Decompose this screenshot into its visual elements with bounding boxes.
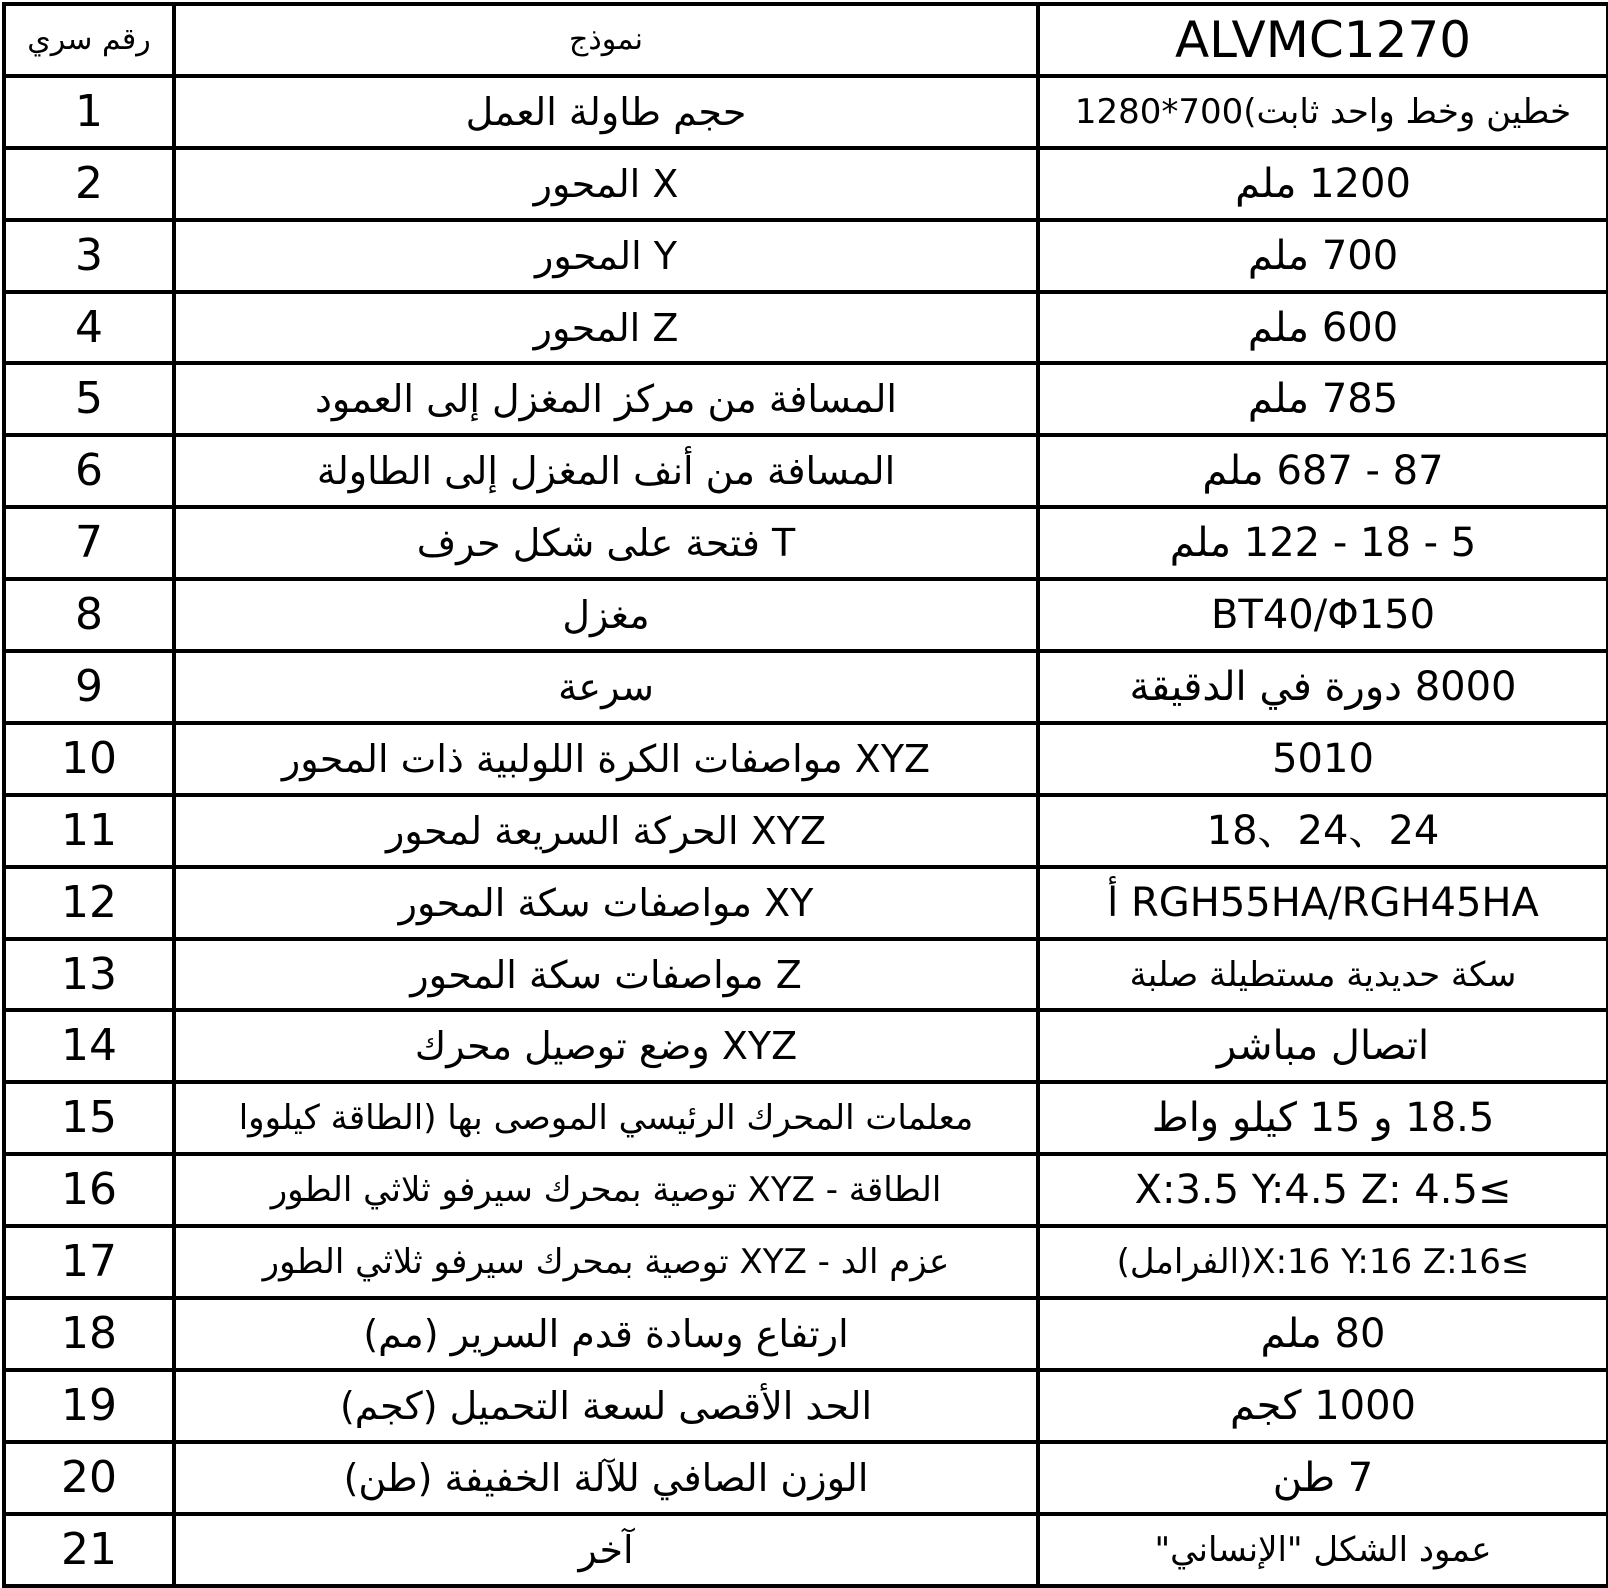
table-row (4, 1226, 1608, 1298)
parameter-name-cell: T فتحة على شكل حرف (174, 507, 1038, 579)
table-row (4, 1010, 1608, 1082)
serial-number-cell: 3 (4, 220, 174, 292)
serial-number-cell: 12 (4, 867, 174, 939)
serial-number-cell: 8 (4, 579, 174, 651)
model-value: ALVMC1270 (1038, 4, 1608, 76)
parameter-value-cell: عمود الشكل "الإنساني" (1038, 1514, 1608, 1586)
serial-number-cell: 7 (4, 507, 174, 579)
parameter-value-cell: 600 ملم (1038, 292, 1608, 364)
parameter-name-cell: ارتفاع وسادة قدم السرير (مم) (174, 1298, 1038, 1370)
table-row (4, 723, 1608, 795)
parameter-value-cell: 24、24、18 (1038, 795, 1608, 867)
parameter-name-cell: الوزن الصافي للآلة الخفيفة (طن) (174, 1442, 1038, 1514)
serial-number-cell: 19 (4, 1370, 174, 1442)
parameter-name-cell: الطاقة - XYZ توصية بمحرك سيرفو ثلاثي الطور (174, 1154, 1038, 1226)
serial-number-cell: 9 (4, 651, 174, 723)
table-row (4, 76, 1608, 148)
table-row (4, 1370, 1608, 1442)
serial-number-cell: 1 (4, 76, 174, 148)
parameter-value-cell: 5 - 18 - 122 ملم (1038, 507, 1608, 579)
parameter-value-cell: 1000 كجم (1038, 1370, 1608, 1442)
parameter-value-cell: BT40/Φ150 (1038, 579, 1608, 651)
parameter-value-cell: ≥X:3.5 Y:4.5 Z: 4.5 (1038, 1154, 1608, 1226)
parameter-value-cell: 8000 دورة في الدقيقة (1038, 651, 1608, 723)
parameter-name-cell: Z المحور (174, 292, 1038, 364)
parameter-name-cell: آخر (174, 1514, 1038, 1586)
parameter-name-cell: XY مواصفات سكة المحور (174, 867, 1038, 939)
table-row (4, 1442, 1608, 1514)
table-row (4, 507, 1608, 579)
header-row (4, 4, 1608, 76)
parameter-name-cell: سرعة (174, 651, 1038, 723)
table-row (4, 1514, 1608, 1586)
serial-number-cell: 2 (4, 148, 174, 220)
parameter-value-cell: 7 طن (1038, 1442, 1608, 1514)
parameter-name-cell: مغزل (174, 579, 1038, 651)
table-row (4, 220, 1608, 292)
parameter-value-cell: 87 - 687 ملم (1038, 435, 1608, 507)
parameter-name-cell: الحد الأقصى لسعة التحميل (كجم) (174, 1370, 1038, 1442)
table-row (4, 292, 1608, 364)
parameter-value-cell: 5010 (1038, 723, 1608, 795)
parameter-name-cell: X المحور (174, 148, 1038, 220)
model-header: نموذج (174, 4, 1038, 76)
serial-number-cell: 13 (4, 939, 174, 1011)
parameter-name-cell: XYZ الحركة السريعة لمحور (174, 795, 1038, 867)
parameter-name-cell: XYZ وضع توصيل محرك (174, 1010, 1038, 1082)
serial-number-cell: 15 (4, 1082, 174, 1154)
serial-number-cell: 14 (4, 1010, 174, 1082)
parameter-name-cell: المسافة من مركز المغزل إلى العمود (174, 363, 1038, 435)
parameter-value-cell: 700 ملم (1038, 220, 1608, 292)
serial-number-cell: 6 (4, 435, 174, 507)
table-row (4, 795, 1608, 867)
serial-number-header: رقم سري (4, 4, 174, 76)
table-row (4, 1154, 1608, 1226)
parameter-value-cell: سكة حديدية مستطيلة صلبة (1038, 939, 1608, 1011)
serial-number-cell: 4 (4, 292, 174, 364)
table-row (4, 939, 1608, 1011)
parameter-name-cell: المسافة من أنف المغزل إلى الطاولة (174, 435, 1038, 507)
parameter-name-cell: Y المحور (174, 220, 1038, 292)
serial-number-cell: 17 (4, 1226, 174, 1298)
serial-number-cell: 20 (4, 1442, 174, 1514)
parameter-value-cell: 785 ملم (1038, 363, 1608, 435)
parameter-value-cell: RGH55HA/RGH45HA أ (1038, 867, 1608, 939)
specification-table (2, 2, 1608, 1588)
serial-number-cell: 11 (4, 795, 174, 867)
table-row (4, 651, 1608, 723)
parameter-name-cell: XYZ مواصفات الكرة اللولبية ذات المحور (174, 723, 1038, 795)
serial-number-cell: 5 (4, 363, 174, 435)
parameter-value-cell: 80 ملم (1038, 1298, 1608, 1370)
table-row (4, 867, 1608, 939)
serial-number-cell: 10 (4, 723, 174, 795)
parameter-value-cell: 1200 ملم (1038, 148, 1608, 220)
parameter-value-cell: خطين وخط واحد ثابت)700*1280 (1038, 76, 1608, 148)
serial-number-cell: 16 (4, 1154, 174, 1226)
parameter-value-cell: ≥X:16 Y:16 Z:16(الفرامل) (1038, 1226, 1608, 1298)
parameter-name-cell: عزم الد - XYZ توصية بمحرك سيرفو ثلاثي الطور (174, 1226, 1038, 1298)
table-row (4, 1082, 1608, 1154)
table-row (4, 1298, 1608, 1370)
parameter-name-cell: حجم طاولة العمل (174, 76, 1038, 148)
table-row (4, 363, 1608, 435)
table-row (4, 435, 1608, 507)
parameter-value-cell: اتصال مباشر (1038, 1010, 1608, 1082)
parameter-name-cell: Z مواصفات سكة المحور (174, 939, 1038, 1011)
serial-number-cell: 21 (4, 1514, 174, 1586)
parameter-name-cell: معلمات المحرك الرئيسي الموصى بها (الطاقة كيلووا (174, 1082, 1038, 1154)
table-row (4, 148, 1608, 220)
parameter-value-cell: 18.5 و 15 كيلو واط (1038, 1082, 1608, 1154)
table-row (4, 579, 1608, 651)
serial-number-cell: 18 (4, 1298, 174, 1370)
